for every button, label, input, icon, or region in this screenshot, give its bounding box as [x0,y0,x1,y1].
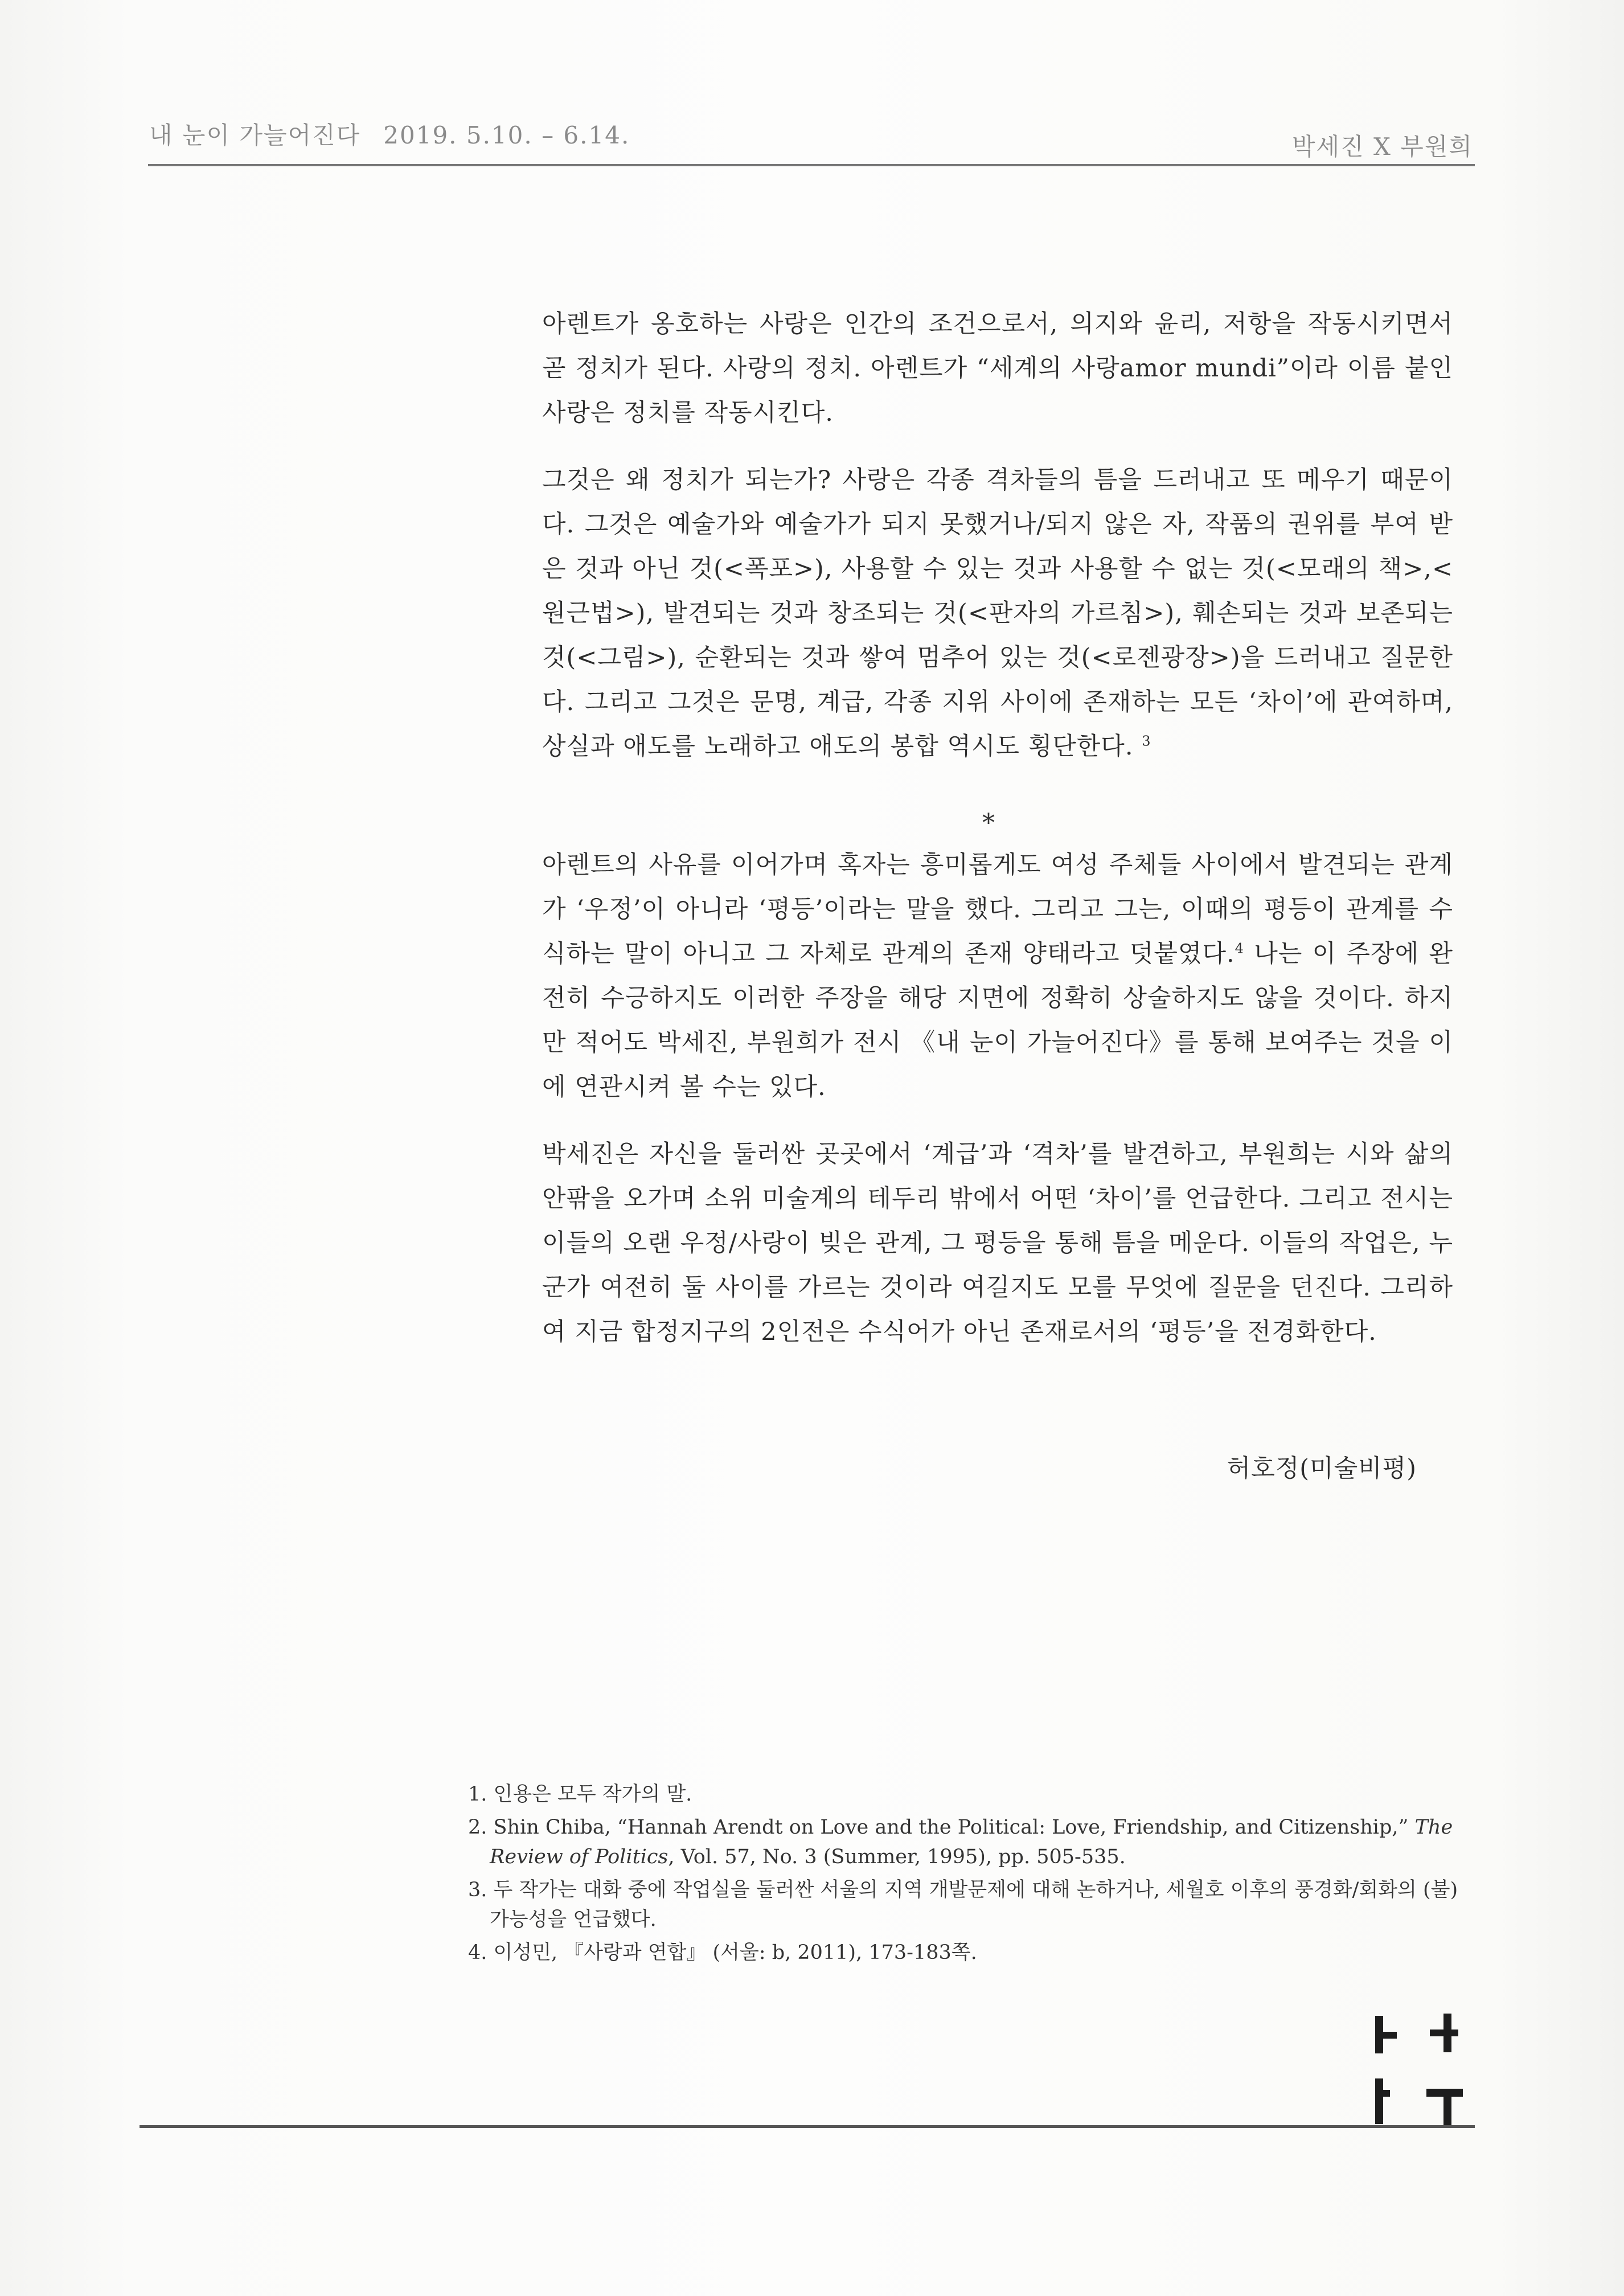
paragraph-1: 아렌트가 옹호하는 사랑은 인간의 조건으로서, 의지와 윤리, 저항을 작동시키면서 곧 정치가 된다. 사랑의 정치. 아렌트가 “세계의 사랑amor mundi”이라 이름 붙인 사랑은 정치를 작동시킨다. [542,310,1453,427]
logo-mark-top-right [1430,2014,1458,2052]
paragraph-2-text: 그것은 왜 정치가 되는가? 사랑은 각종 격차들의 틈을 드러내고 또 메우기 때문이다. 그것은 예술가와 예술가가 되지 못했거나/되지 않은 자, 작품의 권위를 부여 받은 것과 아닌 것(<폭포>), 사용할 수 있는 것과 사용할 수 없는 것(<모래의 책>,<원근법>), 발견되는 것과 창조되는 것(<판자의 가르침>), 훼손되는 것과 보존되는 것(<그림>), 순환되는 것과 쌓여 멈추어 있는 것(<로젠광장>)을 드러내고 질문한다. 그리고 그것은 문명, 계급, 각종 지위 사이에 존재하는 모든 ‘차이’에 관여하며, 상실과 애도를 노래하고 애도의 봉합 역시도 횡단한다. [542,466,1453,761]
paragraph-4: 박세진은 자신을 둘러싼 곳곳에서 ‘계급’과 ‘격차’를 발견하고, 부원희는 시와 삶의 안팎을 오가며 소위 미술계의 테두리 밖에서 어떤 ‘차이’를 언급한다. 그리고 전시는 이들의 오랜 우정/사랑이 빚은 관계, 그 평등을 통해 틈을 메운다. 이들의 작업은, 누군가 여전히 둘 사이를 가르는 것이라 여길지도 모를 무엇에 질문을 던진다. 그리하여 지금 합정지구의 2인전은 수식어가 아닌 존재로서의 ‘평등’을 전경화한다. [542,1140,1453,1346]
footnotes [468,1780,1459,1971]
section-separator: * [982,809,995,838]
footnote-2-text-b: , Vol. 57, No. 3 (Summer, 1995), pp. 505-535. [668,1846,1126,1868]
essay-section-2 [542,843,1453,1377]
header-exhibition-info [149,117,630,151]
logo-mark-bottom-right [1426,2089,1463,2125]
footnote-1: 1. 인용은 모두 작가의 말. [468,1783,692,1806]
footnote-3: 3. 두 작가는 대화 중에 작업실을 둘러싼 서울의 지역 개발문제에 대해 논하거나, 세월호 이후의 풍경화/회화의 (불)가능성을 언급했다. [468,1879,1458,1931]
header-divider [148,164,1475,166]
exhibition-dates: 2019. 5.10. – 6.14. [383,121,630,149]
footnote-2-journal: The Review of Politics [490,1816,1453,1868]
header-artists: 박세진 X 부원희 [1291,133,1473,161]
paragraph-2 [542,458,1453,769]
page-header [0,117,1624,185]
paragraph-3-text-b: 나는 이 주장에 완전히 수긍하지도 이러한 주장을 해당 지면에 정확히 상술하지도 않을 것이다. 하지만 적어도 박세진, 부원희가 전시 《내 눈이 가늘어진다》를 통해 보여주는 것을 이에 연관시켜 볼 수는 있다. [542,940,1453,1101]
footnote-2-text-a: 2. Shin Chiba, “Hannah Arendt on Love and the Political: Love, Friendship, and Citizenship,” [468,1816,1415,1839]
paragraph-3-text-a: 아렌트의 사유를 이어가며 혹자는 흥미롭게도 여성 주체들 사이에서 발견되는 관계가 ‘우정’이 아니라 ‘평등’이라는 말을 했다. 그리고 그는, 이때의 평등이 관계를 수식하는 말이 아니고 그 자체로 관계의 존재 양태라고 덧붙였다. [542,851,1453,968]
logo-mark-top-left [1375,2016,1397,2053]
footnote-ref-3: 3 [1142,733,1151,749]
logo-mark-bottom-left [1375,2078,1390,2124]
footer-divider [140,2125,1475,2128]
exhibition-title: 내 눈이 가늘어진다 [149,121,361,149]
footnote-ref-4: 4 [1235,940,1244,957]
footnote-4: 4. 이성민, 『사랑과 연합』 (서울: b, 2011), 173-183쪽. [468,1941,977,1964]
paragraph-3 [542,843,1453,1109]
page-logo-marks [1358,2004,1472,2141]
essay-section-1 [542,302,1453,792]
author-signature: 허호정(미술비평) [1227,1454,1417,1483]
footnote-2 [468,1813,1459,1872]
